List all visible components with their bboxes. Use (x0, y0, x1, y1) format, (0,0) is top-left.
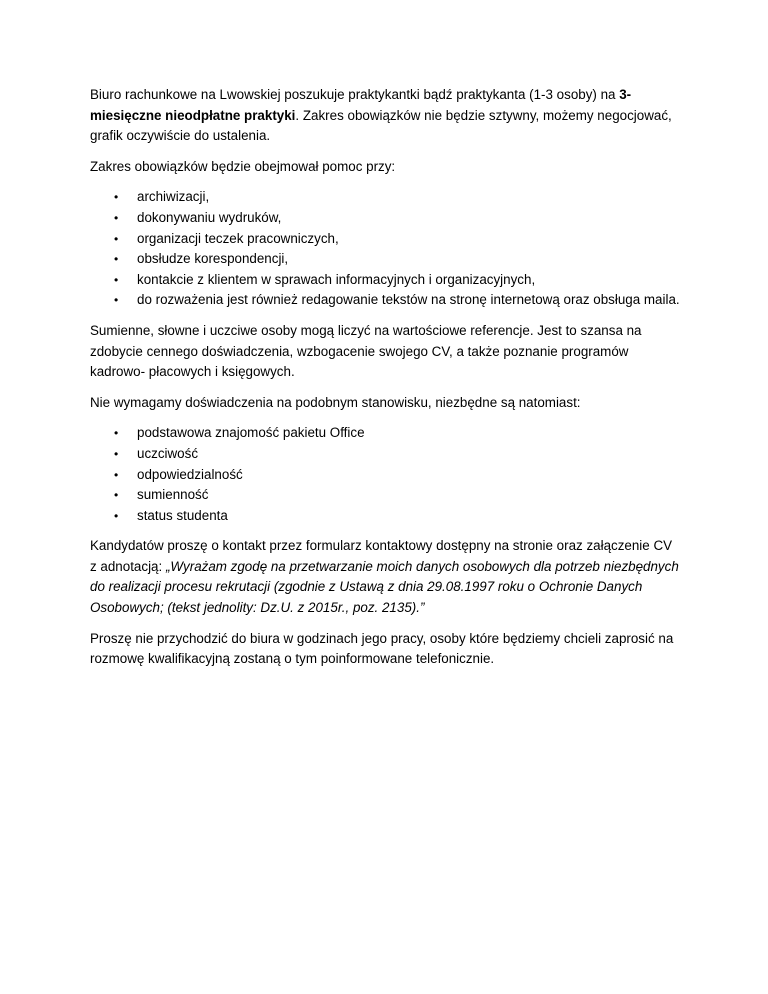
bullet-icon: • (114, 252, 119, 267)
duties-list (90, 187, 680, 311)
requirements-list (90, 423, 680, 526)
bullet-icon: • (114, 210, 119, 225)
application-paragraph (90, 536, 680, 618)
list-item (90, 249, 680, 270)
list-item (90, 270, 680, 291)
list-item-text: obsłudze korespondencji, (137, 251, 289, 267)
consent-clause: „Wyrażam zgodę na przetwarzanie moich danych osobowych dla potrzeb niezbędnych do realizacji procesu rekrutacji (zgodnie z Ustawą z dnia 29.08.1997 roku o Ochronie Danych Osobowych; (tekst jednolity: Dz.U. z 2015r., poz. 2135).” (90, 558, 679, 616)
bullet-icon: • (114, 508, 119, 523)
benefits-paragraph: Sumienne, słowne i uczciwe osoby mogą liczyć na wartościowe referencje. Jest to szansa na zdobycie cennego doświadczenia, wzbogacenie swojego CV, a także poznanie programów kadrowo- płacowych i księgowych. (90, 322, 642, 380)
list-item-text: organizacji teczek pracowniczych, (137, 230, 339, 246)
list-item-text: do rozważenia jest również redagowanie tekstów na stronę internetową oraz obsługa maila. (137, 292, 680, 308)
list-item (90, 229, 680, 250)
list-item-text: status studenta (137, 507, 228, 523)
list-item (90, 208, 680, 229)
requirements-heading: Nie wymagamy doświadczenia na podobnym stanowisku, niezbędne są natomiast: (90, 394, 581, 410)
bullet-icon: • (114, 467, 119, 482)
bullet-icon: • (114, 293, 119, 308)
document-page (90, 85, 680, 680)
bullet-icon: • (114, 426, 119, 441)
intro-bold-text: 3-miesięczne nieodpłatne praktyki (90, 87, 632, 123)
list-item-text: archiwizacji, (137, 189, 210, 205)
closing-paragraph: Proszę nie przychodzić do biura w godzinach jego pracy, osoby które będziemy chcieli zaprosić na rozmowę kwalifikacyjną zostaną o tym poinformowane telefonicznie. (90, 630, 674, 667)
duties-heading: Zakres obowiązków będzie obejmował pomoc przy: (90, 158, 396, 174)
list-item (90, 465, 680, 486)
intro-text: Biuro rachunkowe na Lwowskiej poszukuje praktykantki bądź praktykanta (1-3 osoby) na (90, 87, 620, 102)
list-item (90, 485, 680, 506)
list-item-text: dokonywaniu wydruków, (137, 209, 282, 225)
list-item (90, 423, 680, 444)
intro-paragraph (90, 85, 680, 147)
intro-text-continued: . Zakres obowiązków nie będzie sztywny, możemy negocjować, grafik oczywiście do ustalenia. (90, 107, 672, 144)
list-item (90, 187, 680, 208)
list-item-text: podstawowa znajomość pakietu Office (137, 425, 365, 441)
list-item-text: uczciwość (137, 445, 199, 461)
application-text: Kandydatów proszę o kontakt przez formularz kontaktowy dostępny na stronie oraz załączenie CV z adnotacją: (90, 538, 673, 574)
bullet-icon: • (114, 446, 119, 461)
bullet-icon: • (114, 231, 119, 246)
list-item (90, 290, 680, 311)
bullet-icon: • (114, 190, 119, 205)
list-item-text: sumienność (137, 487, 209, 503)
bullet-icon: • (114, 272, 119, 287)
list-item (90, 444, 680, 465)
bullet-icon: • (114, 488, 119, 503)
list-item (90, 506, 680, 527)
list-item-text: odpowiedzialność (137, 466, 243, 482)
list-item-text: kontakcie z klientem w sprawach informacyjnych i organizacyjnych, (137, 271, 536, 287)
